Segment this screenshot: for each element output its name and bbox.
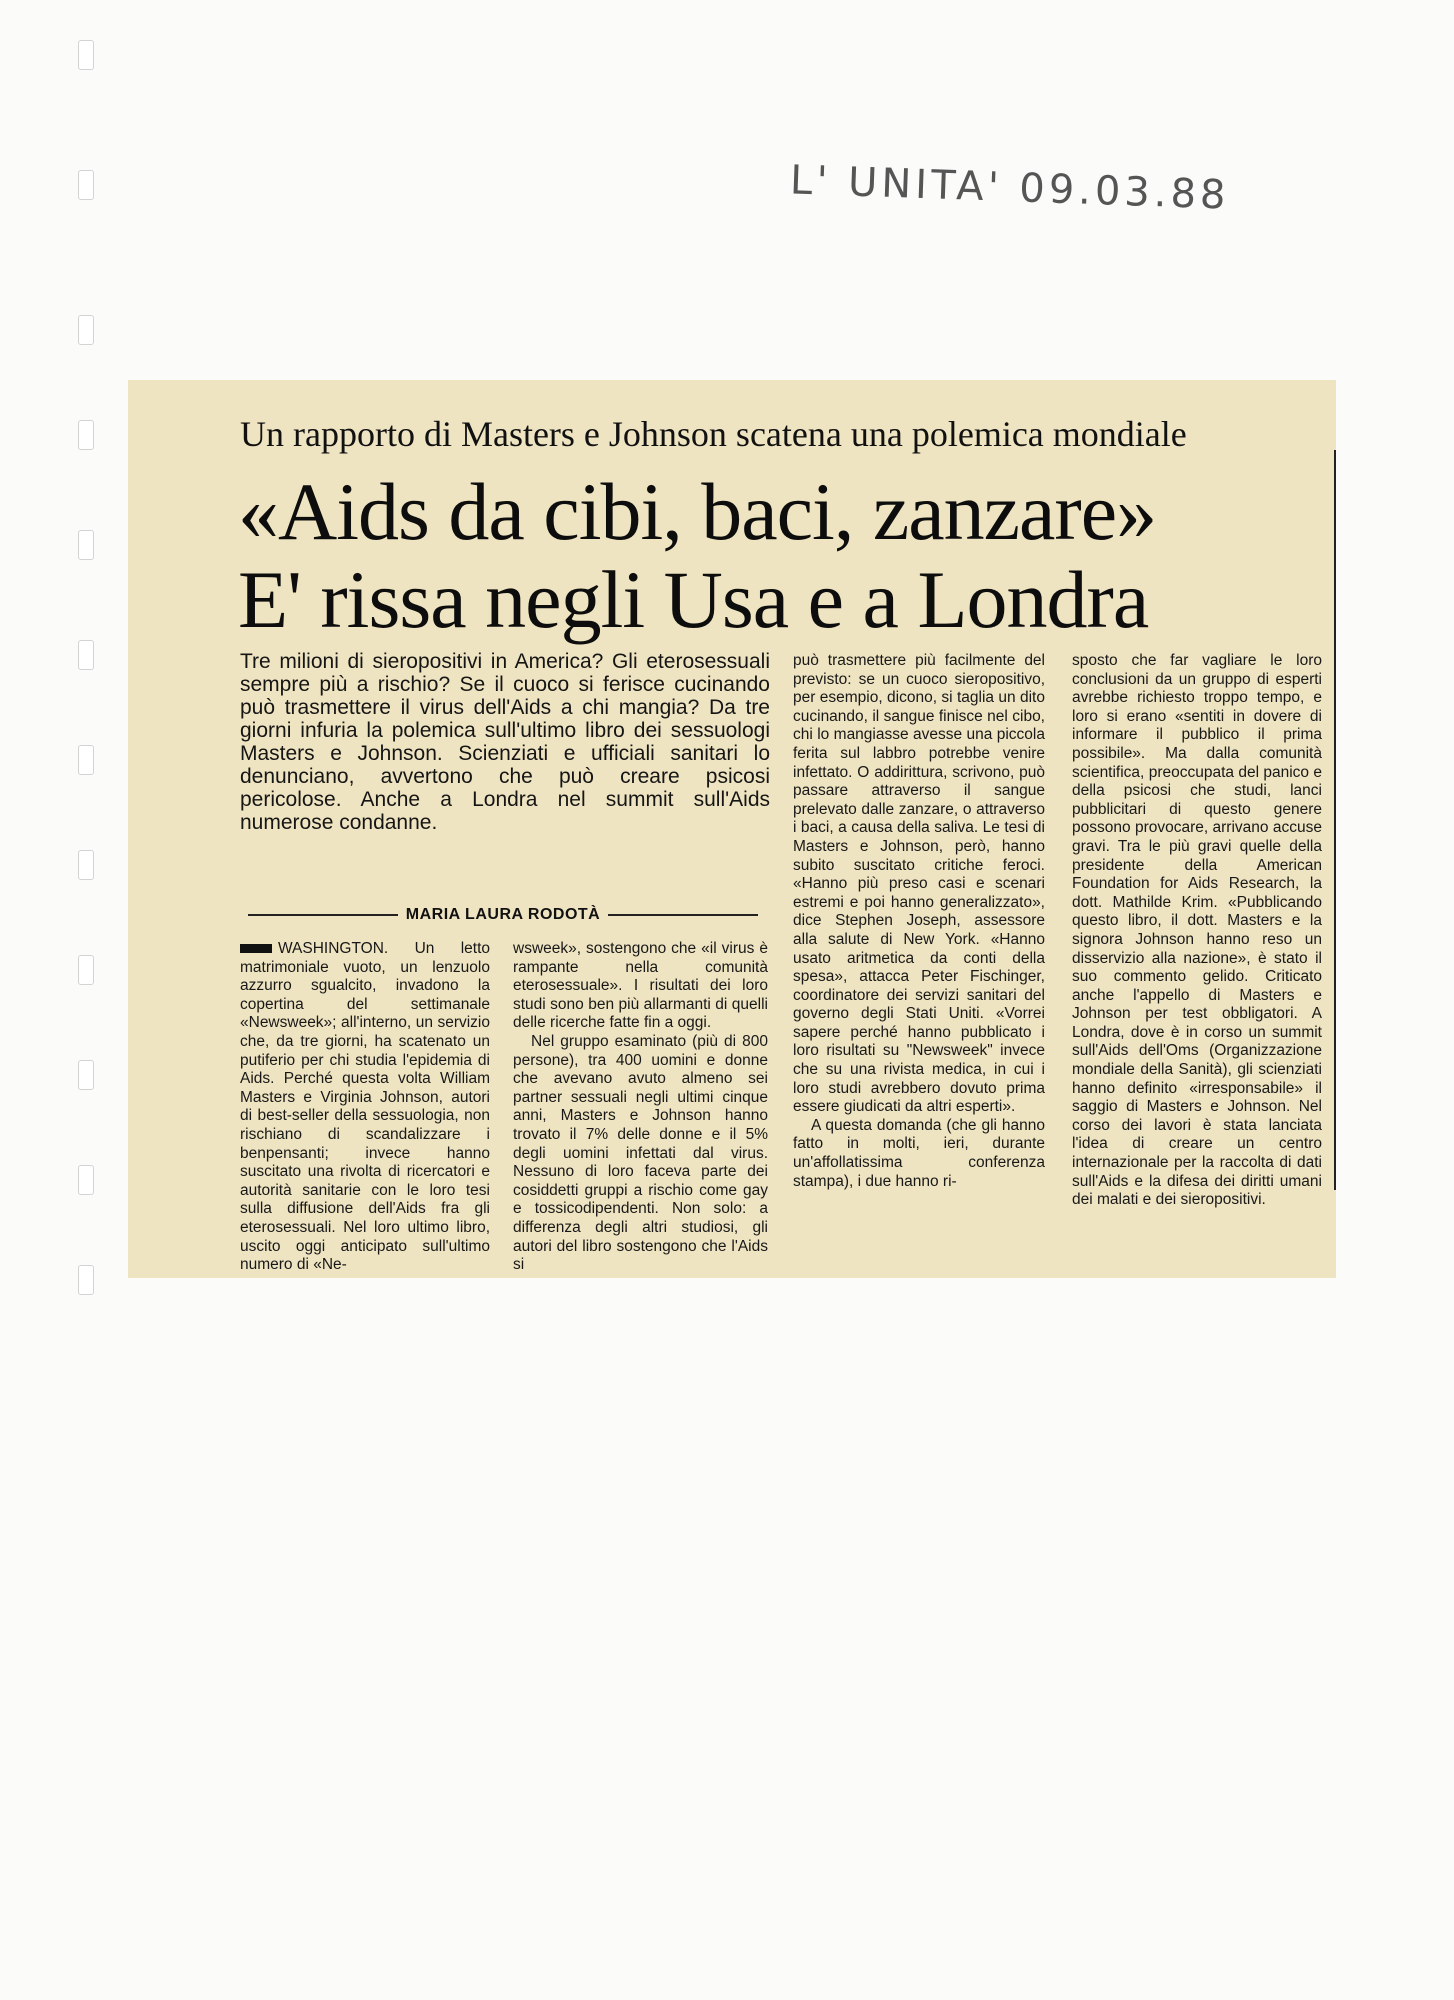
handwritten-source-note: L' UNITA' 09.03.88	[789, 157, 1231, 219]
article-kicker: Un rapporto di Masters e Johnson scatena una polemica mondiale	[240, 414, 1187, 454]
binder-hole	[78, 850, 94, 880]
binder-hole	[78, 745, 94, 775]
binder-hole	[78, 1265, 94, 1295]
newspaper-clipping	[128, 380, 1336, 1278]
binder-hole	[78, 530, 94, 560]
binder-hole	[78, 315, 94, 345]
article-column-4	[1072, 652, 1322, 1210]
binder-hole	[78, 170, 94, 200]
paragraph-text: Un letto matrimoniale vuoto, un lenzuolo azzurro sgualcito, invadono la copertina del settimanale «Newsweek»; all'interno, un servizio che, da tre giorni, ha scatenato un putiferio per chi studia l'epidemia di Aids. Perché questa volta William Masters e Virginia Johnson, autori di best-seller della sessuologia, non rischiano di scandalizzare i benpensanti; invece hanno suscitato una rivolta di ricercatori e autorità sanitarie con le loro tesi sulla diffusione dell'Aids fra gli eterosessuali. Nel loro ultimo libro, uscito oggi anticipato sull'ultimo numero di «Ne-	[240, 940, 490, 1274]
binder-hole	[78, 40, 94, 70]
binder-hole	[78, 640, 94, 670]
article-headline	[238, 468, 1156, 644]
article-column-3	[793, 652, 1045, 1191]
headline-line-1: «Aids da cibi, baci, zanzare»	[238, 466, 1157, 557]
paragraph: può trasmettere più facilmente del previsto: se un cuoco sieropositivo, per esempio, dicono, si taglia un dito cucinando, il sangue finisce nel cibo, chi lo mangiasse avesse una piccola ferita sul labbro potrebbe venire infettato. O addirittura, scrivono, può passare attraverso il sangue prelevato dalle zanzare, o attraverso i baci, a causa della saliva. Le tesi di Masters e Johnson, però, hanno subito suscitato critiche feroci. «Hanno più preso casi e scenari estremi e poi hanno generalizzato», dice Stephen Joseph, assessore alla salute di New York. «Hanno usato aritmetica da conti della spesa», attacca Peter Fischinger, coordinatore dei servizi sanitari del governo degli Stati Uniti. «Vorrei sapere perché hanno pubblicato i loro risultati su "Newsweek" invece che su una rivista medica, in cui i loro studi avrebbero dovuto prima essere giudicati da altri esperti».	[793, 652, 1045, 1116]
byline-rule-left	[248, 914, 398, 916]
binder-hole	[78, 1165, 94, 1195]
article-summary: Tre milioni di sieropositivi in America? Gli eterosessuali sempre più a rischio? Se il cuoco si ferisce cucinando può trasmettere il virus dell'Aids a chi mangia? Da tre giorni infuria la polemica sull'ultimo libro dei sessuologi Masters e Johnson. Scienziati e ufficiali sanitari lo denunciano, avvertono che può creare psicosi pericolose. Anche a Londra nel summit sull'Aids numerose condanne.	[240, 650, 770, 834]
paragraph: wsweek», sostengono che «il virus è rampante nella comunità eterosessuale». I risultati dei loro studi sono ben più allarmanti di quelli delle ricerche fatte fin a oggi.	[513, 940, 768, 1032]
byline-rule-right	[608, 914, 758, 916]
clipping-edge-line	[1334, 450, 1336, 1190]
paragraph	[240, 940, 490, 1275]
paragraph: A questa domanda (che gli hanno fatto in molti, ieri, durante un'affollatissima conferenza stampa), i due hanno ri-	[793, 1116, 1045, 1190]
article-column-1	[240, 940, 490, 1275]
binder-hole	[78, 955, 94, 985]
paragraph: sposto che far vagliare le loro conclusioni da un gruppo di esperti avrebbe richiesto troppo tempo, e loro si erano «sentiti in dovere di informare il pubblico il prima possibile». Ma dalla comunità scientifica, preoccupata del panico e della psicosi che studi, lanci pubblicitari di questo genere possono provocare, arrivano accuse gravi. Tra le più gravi quelle della presidente della American Foundation for Aids Research, la dott. Mathilde Krim. «Pubblicando questo libro, il dott. Masters e la signora Johnson hanno reso un disservizio alla nazione», è stato il suo commento gelido. Criticato anche l'appello di Masters e Johnson per test obbligatori. A Londra, dove è in corso un summit sull'Aids dell'Oms (Organizzazione mondiale della Sanità), gli scienziati hanno definito «irresponsabile» il saggio di Masters e Johnson. Nel corso dei lavori è stata lanciata l'idea di creare un centro internazionale per la raccolta di dati sull'Aids e la difesa dei diritti umani dei malati e dei sieropositivi.	[1072, 652, 1322, 1209]
article-column-2	[513, 940, 768, 1275]
binder-hole	[78, 420, 94, 450]
author-name: MARIA LAURA RODOTÀ	[405, 906, 601, 923]
paragraph: Nel gruppo esaminato (più di 800 persone), tra 400 uomini e donne che avevano avuto almeno sei partner sessuali negli ultimi cinque anni, Masters e Johnson hanno trovato il 7% delle donne e il 5% degli uomini infettati dal virus. Nessuno di loro faceva parte dei cosiddetti gruppi a rischio come gay e tossicodipendenti. Non solo: a differenza degli altri studiosi, gli autori del libro sostengono che l'Aids si	[513, 1032, 768, 1274]
dateline: WASHINGTON.	[278, 940, 389, 957]
binder-holes	[78, 40, 108, 1300]
binder-hole	[78, 1060, 94, 1090]
byline	[248, 906, 758, 924]
dateline-marker	[240, 944, 272, 953]
headline-line-2: E' rissa negli Usa e a Londra	[238, 554, 1149, 645]
